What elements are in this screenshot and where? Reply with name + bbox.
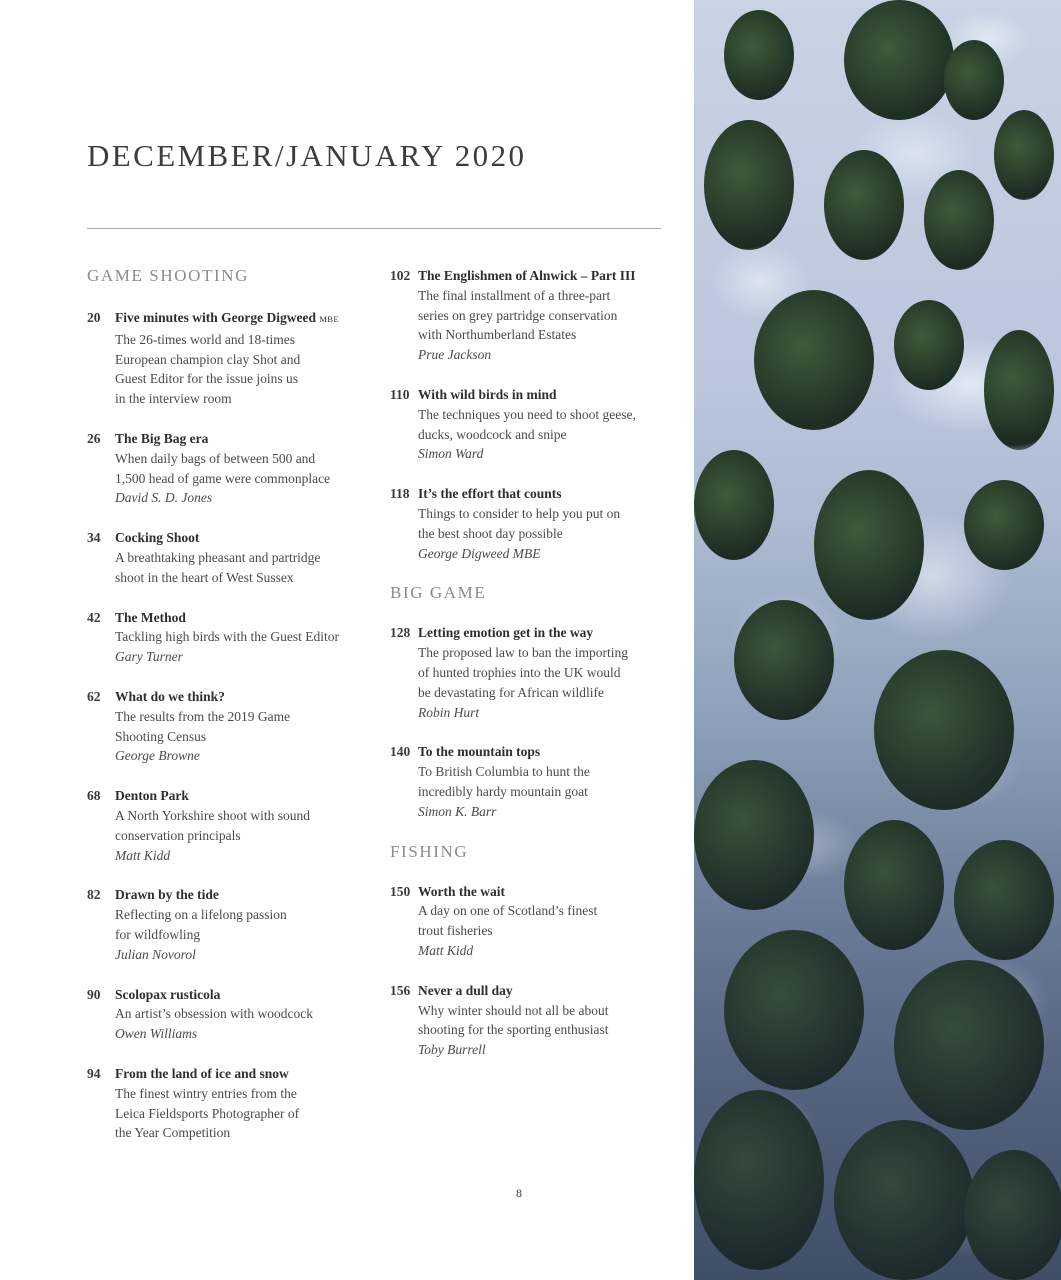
entry-title [418,742,670,762]
entry-description-line: The techniques you need to shoot geese, [418,406,636,422]
entry-description-line: Tackling high birds with the Guest Editor [115,629,340,645]
entry-page-number: 94 [87,1065,101,1081]
contents-entry[interactable] [87,429,367,508]
entry-description-line: conservation principals [115,827,241,843]
entry-page-number: 118 [390,486,410,502]
entry-description-line: series on grey partridge conservation [418,307,618,323]
entry-description-line: shoot in the heart of West Sussex [115,569,294,585]
entry-description-line: incredibly hardy mountain goat [418,783,588,799]
fishing-list [390,882,670,1060]
entry-title-text: Five minutes with George Digweed [115,310,316,325]
entry-title-suffix: MBE [319,314,339,324]
entry-description-line: Leica Fieldsports Photographer of [115,1105,300,1121]
entry-page-number: 82 [87,887,101,903]
entry-title [418,981,670,1001]
entry-description-line: of hunted trophies into the UK would [418,664,621,680]
entry-author: Simon K. Barr [418,803,497,819]
entry-description-line: The 26-times world and 18-times [115,331,295,347]
entry-description-line: with Northumberland Estates [418,327,577,343]
entry-title [115,1064,367,1084]
contents-entry[interactable] [87,608,367,667]
entry-description-line: the Year Competition [115,1125,231,1141]
contents-entry[interactable] [390,623,670,722]
entry-author: Matt Kidd [115,847,171,863]
entry-description-line: A breathtaking pheasant and partridge [115,549,321,565]
entry-title-text: Worth the wait [418,883,505,899]
entry-title [115,687,367,707]
entry-title-text: The Big Bag era [115,430,209,446]
entry-title-text: What do we think? [115,688,225,704]
entry-description-line: The results from the 2019 Game [115,708,291,724]
page-title: DECEMBER/JANUARY 2020 [87,138,527,173]
entry-title-text: The Method [115,609,186,625]
section-heading-big-game: BIG GAME [390,583,487,603]
entry-description-line: in the interview room [115,391,232,407]
entry-description-line: The final installment of a three-part [418,287,611,303]
entry-description-line: A day on one of Scotland’s finest [418,903,598,919]
game-shooting-continued-list [390,266,670,563]
entry-page-number: 42 [87,609,101,625]
entry-page-number: 26 [87,430,101,446]
entry-title [418,882,670,902]
contents-entry[interactable] [390,385,670,464]
entry-page-number: 20 [87,310,101,325]
entry-title-text: From the land of ice and snow [115,1065,289,1081]
entry-title-text: To the mountain tops [418,744,541,760]
entry-page-number: 140 [390,744,411,760]
entry-author: Prue Jackson [418,347,492,363]
entry-page-number: 68 [87,788,101,804]
entry-author: Simon Ward [418,446,484,462]
entry-title [418,623,670,643]
entry-description-line: The finest wintry entries from the [115,1085,297,1101]
entry-title [418,484,670,504]
contents-entry[interactable] [87,528,367,587]
entry-description-line: To British Columbia to hunt the [418,764,590,780]
entry-title [115,786,367,806]
entry-description-line: be devastating for African wildlife [418,684,604,700]
contents-entry[interactable] [390,742,670,821]
entry-title [418,385,670,405]
entry-description-line: A North Yorkshire shoot with sound [115,807,311,823]
contents-entry[interactable] [87,687,367,766]
entry-author: Julian Novorol [115,946,196,962]
entry-description-line: Shooting Census [115,728,207,744]
entry-description-line: trout fisheries [418,923,493,939]
contents-column-right [390,266,670,1060]
entry-author: Gary Turner [115,649,183,665]
entry-title [115,528,367,548]
entry-author: George Browne [115,748,200,764]
page-number: 8 [516,1186,522,1200]
section-heading-game-shooting: GAME SHOOTING [87,266,249,285]
entry-description-line: The proposed law to ban the importing [418,645,628,661]
contents-entry[interactable] [390,484,670,563]
entry-title-text: Cocking Shoot [115,530,200,546]
entry-title-text: It’s the effort that counts [418,486,562,502]
contents-entry[interactable] [87,308,367,409]
entry-author: Owen Williams [115,1026,198,1042]
entry-author: Toby Burrell [418,1042,486,1058]
contents-entry[interactable] [87,1064,367,1143]
entry-title [115,985,367,1005]
entry-title [418,266,670,286]
entry-title-text: Never a dull day [418,982,513,998]
entry-description-line: Things to consider to help you put on [418,505,621,521]
entry-page-number: 128 [390,625,411,641]
entry-description-line: An artist’s obsession with woodcock [115,1006,313,1022]
contents-column-left [87,266,367,1143]
big-game-list [390,623,670,821]
contents-entry[interactable] [390,266,670,365]
entry-title-text: Denton Park [115,788,189,804]
entry-description-line: European champion clay Shot and [115,351,301,367]
entry-page-number: 110 [390,386,410,402]
entry-page-number: 90 [87,986,101,1002]
entry-description-line: ducks, woodcock and snipe [418,426,567,442]
entry-description-line: Why winter should not all be about [418,1002,609,1018]
entry-title [115,308,367,330]
entry-title-text: The Englishmen of Alnwick – Part III [418,268,636,283]
entry-description-line: shooting for the sporting enthusiast [418,1022,609,1038]
entry-title [115,885,367,905]
entry-page-number: 102 [390,268,411,283]
entry-page-number: 62 [87,688,101,704]
entry-description-line: Guest Editor for the issue joins us [115,371,298,387]
entry-title [115,429,367,449]
entry-title-text: Drawn by the tide [115,887,219,903]
entry-author: George Digweed MBE [418,545,541,561]
contents-entry[interactable] [390,981,670,1060]
entry-page-number: 34 [87,530,101,546]
title-divider [87,228,661,229]
contents-entry[interactable] [87,786,367,865]
entry-title [115,608,367,628]
entry-description-line: 1,500 head of game were commonplace [115,470,331,486]
contents-entry[interactable] [390,882,670,961]
entry-description-line: for wildfowling [115,926,201,942]
entry-title-text: Scolopax rusticola [115,986,221,1002]
entry-author: Robin Hurt [418,704,480,720]
entry-title-text: With wild birds in mind [418,386,557,402]
entry-title-text: Letting emotion get in the way [418,625,594,641]
entry-description-line: Reflecting on a lifelong passion [115,907,287,923]
entry-author: David S. D. Jones [115,490,213,506]
contents-entry[interactable] [87,885,367,964]
entry-page-number: 150 [390,883,411,899]
entry-description-line: the best shoot day possible [418,525,563,541]
section-heading-fishing: FISHING [390,841,469,861]
contents-entry[interactable] [87,985,367,1044]
game-shooting-list [87,308,367,1143]
aerial-snowy-forest-photo [694,0,1061,1280]
entry-description-line: When daily bags of between 500 and [115,450,316,466]
entry-author: Matt Kidd [418,942,474,958]
entry-page-number: 156 [390,982,411,998]
